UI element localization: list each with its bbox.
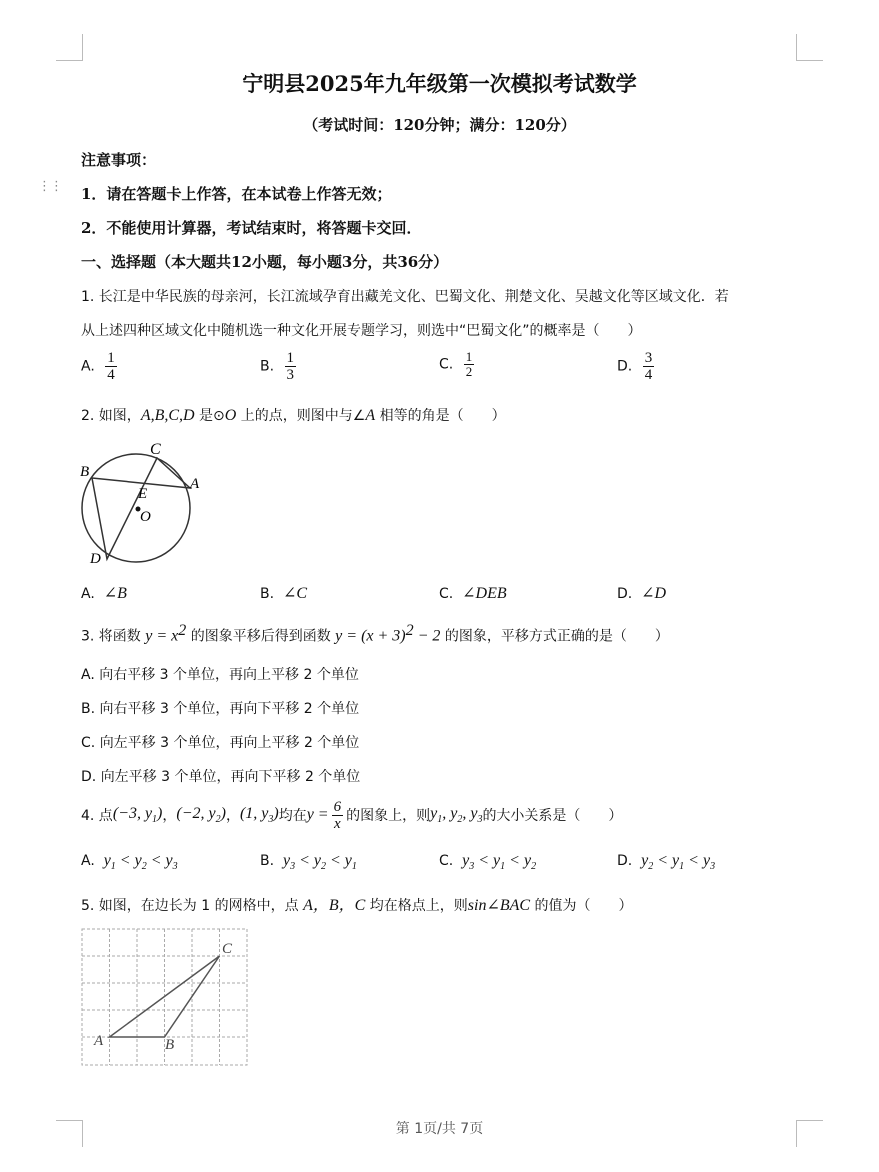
q1-option-a[interactable]: A. $\frac{1}{4}$ <box>81 350 115 383</box>
q3-option-a[interactable]: A. 向右平移 3 个单位，再向上平移 2 个单位 <box>81 667 359 683</box>
question-3-text: 3. 将函数 $y = x^2$ 的图象平移后得到函数 $y = (x + 3)^2 - 2$ 的图象，平移方式正确的是（ ） <box>81 622 669 645</box>
q3-option-d[interactable]: D. 向左平移 3 个单位，再向下平移 2 个单位 <box>81 769 361 785</box>
fraction: $\frac{1}{4}$ <box>107 350 115 383</box>
q4-option-b[interactable]: B. $y_3 < y_2 < y_1$ <box>260 852 357 873</box>
q1-option-c[interactable]: C. $\frac{1}{2}$ <box>439 349 473 379</box>
label-d: D <box>90 551 101 567</box>
q3-option-b[interactable]: B. 向右平移 3 个单位，再向下平移 2 个单位 <box>81 701 360 717</box>
grid-figure <box>80 927 250 1067</box>
question-5-text: 5. 如图，在边长为 1 的网格中，点 A，B，C 均在格点上，则sin∠BAC 的值为（ ） <box>81 897 633 914</box>
crop-mark-top-left <box>56 34 83 61</box>
notice-item: 1．请在答题卡上作答，在本试卷上作答无效； <box>81 185 392 203</box>
question-1-line-2: 从上述四种区域文化中随机选一种文化开展专题学习，则选中“巴蜀文化”的概率是（ ） <box>81 323 642 339</box>
q2-option-a[interactable]: A. ∠B <box>81 585 127 602</box>
page-title: 宁明县2025年九年级第一次模拟考试数学 <box>242 71 637 96</box>
drag-handle-icon[interactable]: ⋮⋮ <box>38 179 62 194</box>
fraction: $\frac{6}{x}$ <box>333 798 342 832</box>
fraction: $\frac{1}{3}$ <box>286 350 295 383</box>
q4-option-d[interactable]: D. $y_2 < y_1 < y_3$ <box>617 852 716 873</box>
fraction: $\frac{3}{4}$ <box>644 350 653 383</box>
circle-figure <box>74 436 214 570</box>
page-number: 第 1页/共 7页 <box>395 1121 484 1137</box>
q2-option-b[interactable]: B. ∠C <box>260 585 308 602</box>
q1-option-d[interactable]: D. $\frac{3}{4}$ <box>617 350 653 383</box>
label-c: C <box>150 441 161 458</box>
q1-option-b[interactable]: B. $\frac{1}{3}$ <box>260 350 295 383</box>
section-heading: 一、选择题（本大题共12小题，每小题3分，共36分） <box>81 253 449 271</box>
notice-item: 2．不能使用计算器，考试结束时，将答题卡交回． <box>81 219 422 237</box>
question-1-line-1: 1. 长江是中华民族的母亲河，长江流域孕育出藏羌文化、巴蜀文化、荆楚文化、吴越文化等区域文化．若 <box>81 289 729 305</box>
page-subtitle: （考试时间：120分钟；满分：120分） <box>303 116 576 134</box>
label-a: A <box>94 1033 104 1049</box>
q3-option-c[interactable]: C. 向左平移 3 个单位，再向上平移 2 个单位 <box>81 735 360 751</box>
label-e: E <box>138 486 148 502</box>
question-2-text: 2. 如图，A,B,C,D 是⊙O 上的点，则图中与∠A 相等的角是（ ） <box>81 407 506 424</box>
question-4-text: 4. 点 (−3, $y_1$) ， (−2, $y_2$) ， (1, $y_3$) 均在 y = $\frac{6}{x}$ 的图象上，则 $y_1$, $y_2$, $y_3$ 的大小关系是（ ） <box>81 798 623 832</box>
label-o: O <box>140 509 151 525</box>
notice-heading: 注意事项： <box>81 151 157 169</box>
label-b: B <box>165 1037 175 1053</box>
q4-option-a[interactable]: A. $y_1 < y_2 < y_3$ <box>81 852 178 873</box>
label-b: B <box>80 464 90 480</box>
crop-mark-top-right <box>796 34 823 61</box>
label-c: C <box>222 941 233 957</box>
q2-option-d[interactable]: D. ∠D <box>617 585 667 602</box>
q2-option-c[interactable]: C. ∠DEB <box>439 585 507 602</box>
q4-option-c[interactable]: C. $y_3 < y_1 < y_2$ <box>439 852 537 873</box>
fraction: $\frac{1}{2}$ <box>465 349 473 379</box>
label-a: A <box>190 476 200 492</box>
